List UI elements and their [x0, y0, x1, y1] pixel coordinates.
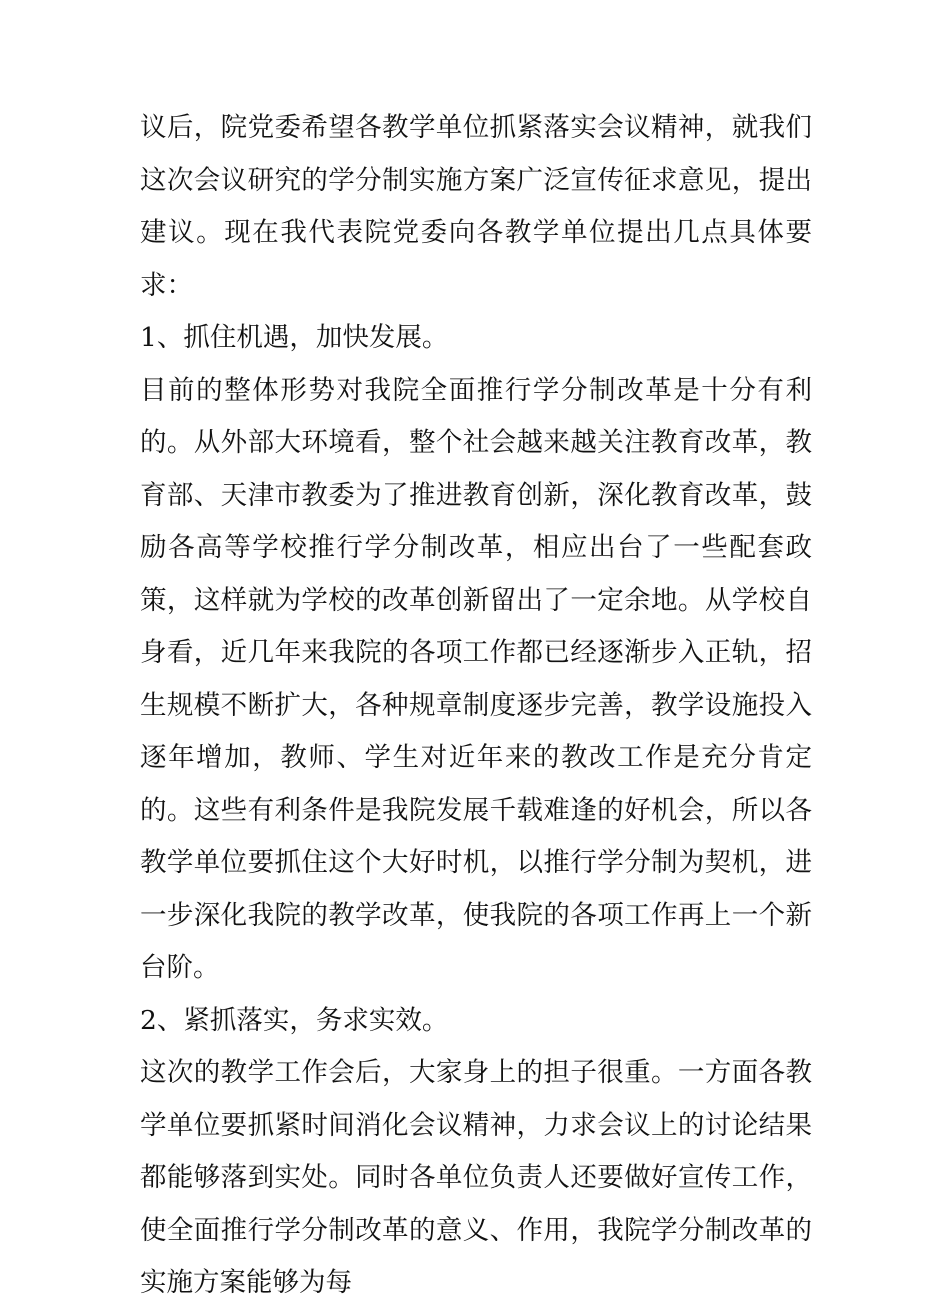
paragraph-intro: 议后，院党委希望各教学单位抓紧落实会议精神，就我们这次会议研究的学分制实施方案广泛宣传征求意见，提出建议。现在我代表院党委向各教学单位提出几点具体要求：	[140, 112, 812, 301]
heading-point-1: 1、抓住机遇，加快发展。	[140, 322, 449, 353]
heading-point-2: 2、紧抓落实，务求实效。	[140, 1004, 449, 1036]
paragraph-point-2-body: 这次的教学工作会后，大家身上的担子很重。一方面各教学单位要抓紧时间消化会议精神，力求会议上的讨论结果都能够落到实处。同时各单位负责人还要做好宣传工作，使全面推行学分制改革的意义、作用，我院学分制改革的实施方案能够为每	[140, 1057, 812, 1298]
paragraph-point-1-body: 目前的整体形势对我院全面推行学分制改革是十分有利的。从外部大环境看，整个社会越来越关注教育改革，教育部、天津市教委为了推进教育创新，深化教育改革，鼓励各高等学校推行学分制改革，相应出台了一些配套政策，这样就为学校的改革创新留出了一定余地。从学校自身看，近几年来我院的各项工作都已经逐渐步入正轨，招生规模不断扩大，各种规章制度逐步完善，教学设施投入逐年增加，教师、学生对近年来的教改工作是充分肯定的。这些有利条件是我院发展千载难逢的好机会，所以各教学单位要抓住这个大好时机，以推行学分制为契机，进一步深化我院的教学改革，使我院的各项工作再上一个新台阶。	[140, 374, 812, 983]
document-body	[140, 102, 812, 1310]
